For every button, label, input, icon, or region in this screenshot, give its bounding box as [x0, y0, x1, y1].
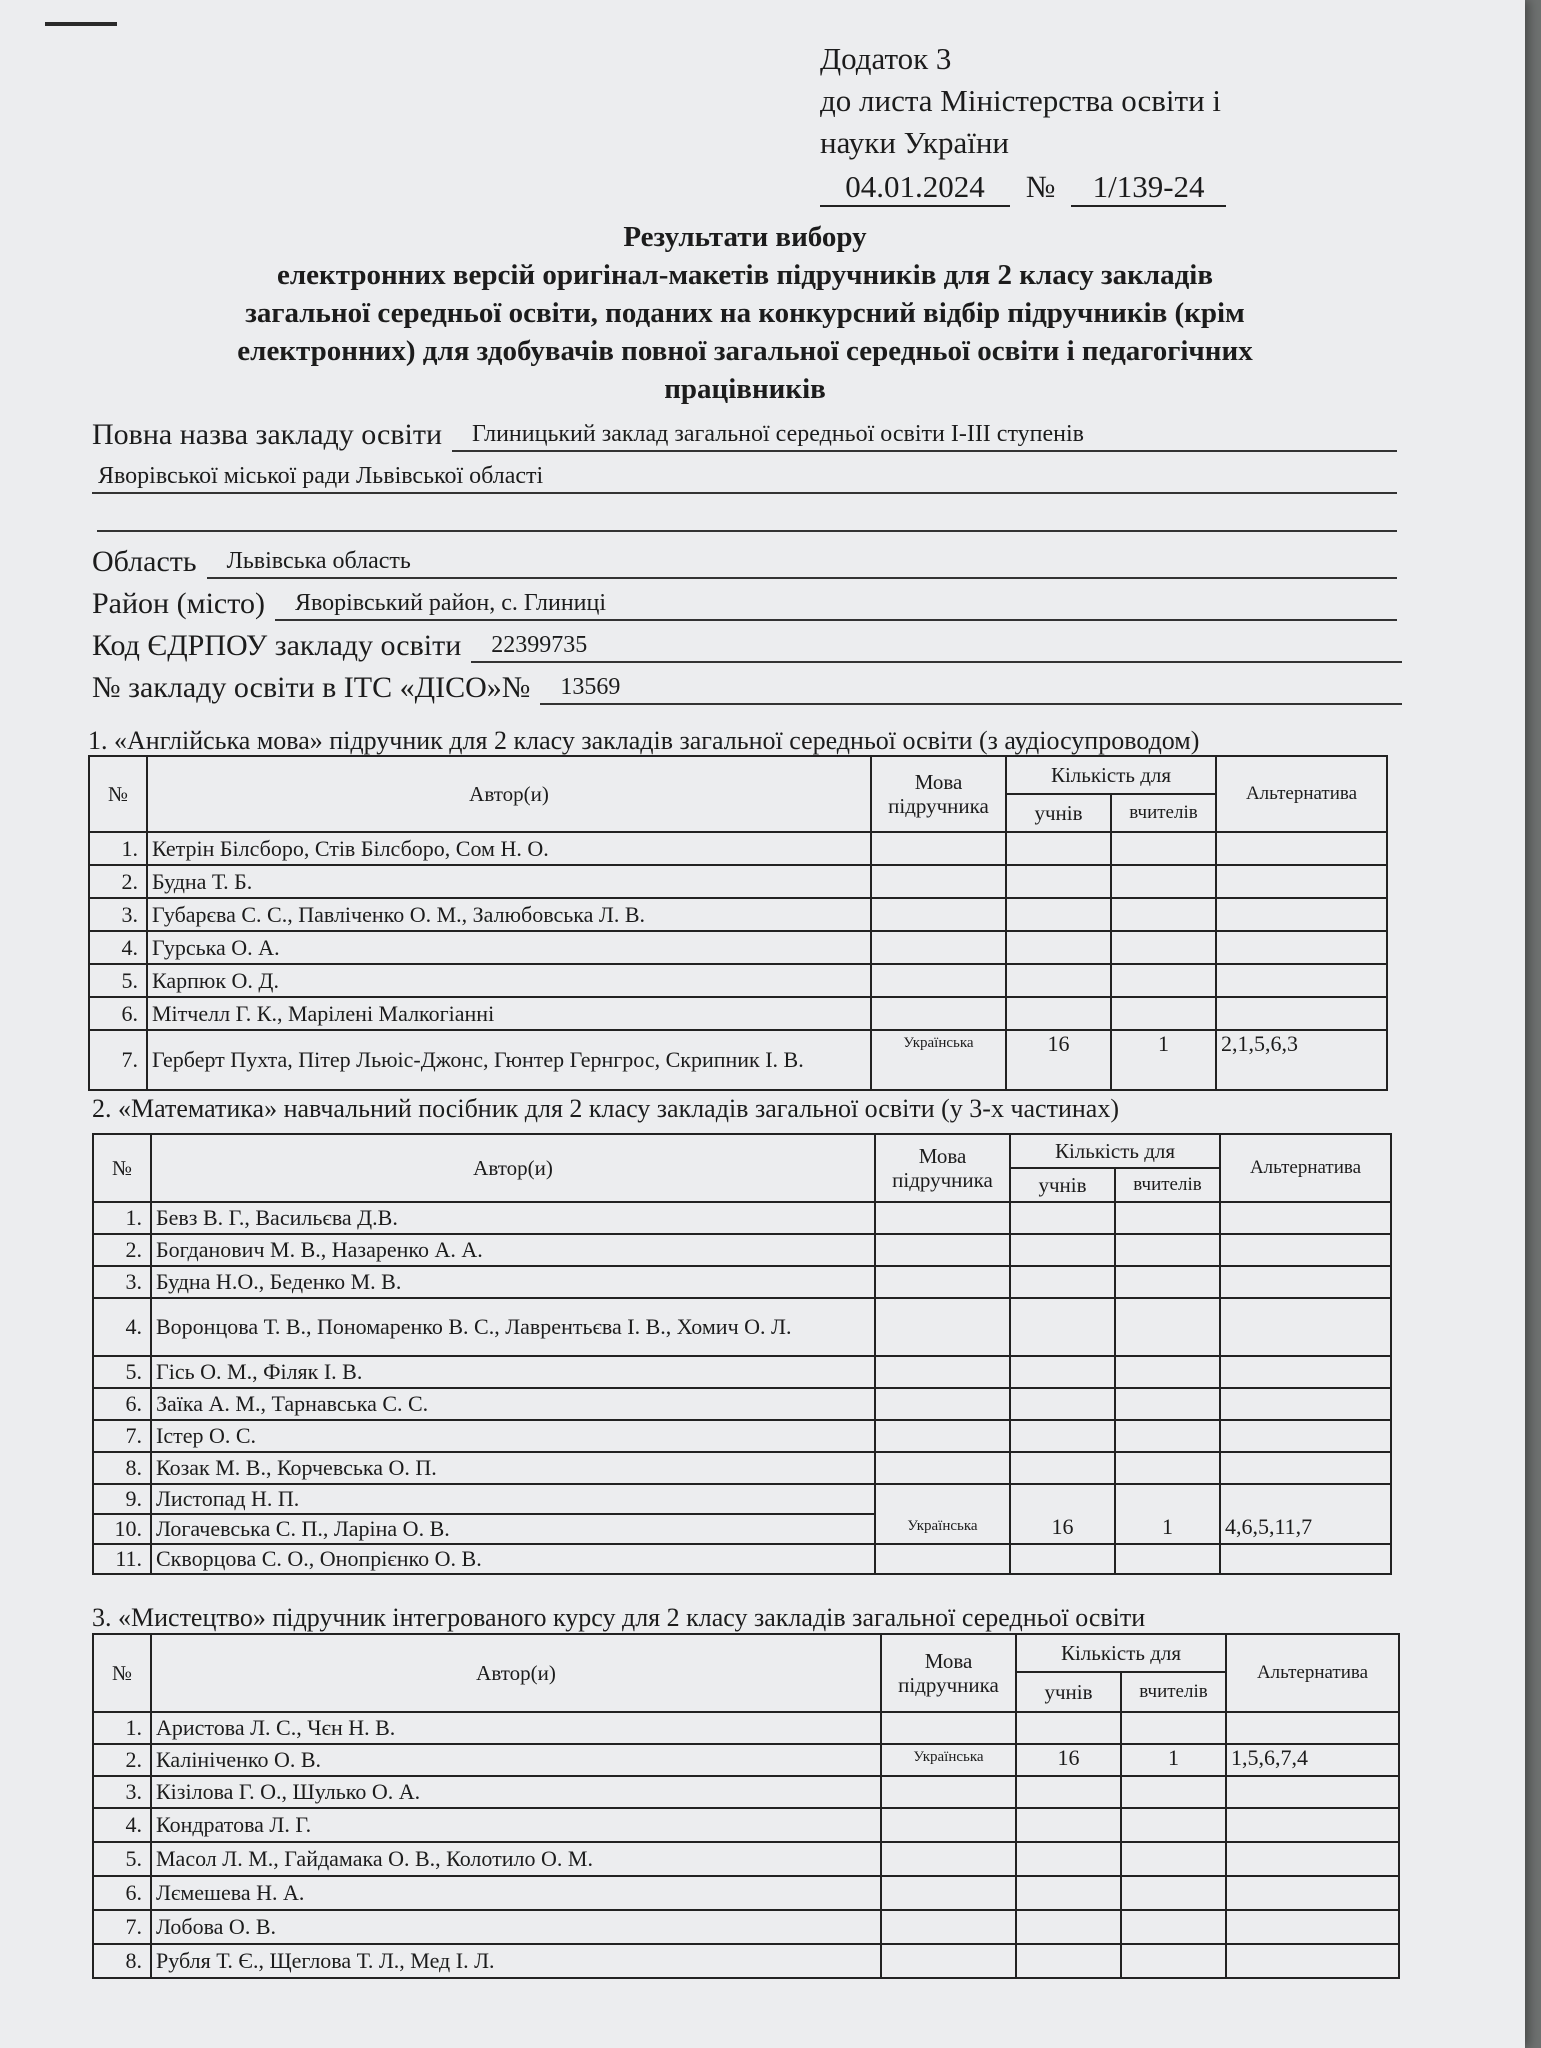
- row-language: [871, 898, 1006, 931]
- row-author: Лобова О. В.: [151, 1910, 881, 1944]
- row-students: [1010, 1544, 1115, 1574]
- row-students: [1016, 1842, 1121, 1876]
- row-author: Козак М. В., Корчевська О. П.: [151, 1452, 875, 1484]
- section-3-title: 3. «Мистецтво» підручник інтегрованого курсу для 2 класу закладів загальної середньої освіти: [92, 1603, 1146, 1632]
- row-language: [875, 1484, 1010, 1514]
- row-teachers: [1115, 1266, 1220, 1298]
- row-language: Українська: [881, 1744, 1016, 1776]
- header-alternative: Альтернатива: [1226, 1634, 1399, 1712]
- row-language: [881, 1944, 1016, 1978]
- header-teachers: вчителів: [1121, 1672, 1226, 1712]
- annex-line-1: Додаток 3: [820, 41, 952, 76]
- row-teachers: 1: [1111, 1030, 1216, 1090]
- header-students: учнів: [1006, 794, 1111, 832]
- row-students: [1006, 832, 1111, 865]
- row-alternative: [1220, 1266, 1391, 1298]
- table-row: [93, 1910, 1399, 1944]
- school-name-value-2: Яворівської міської ради Львівської області: [92, 460, 1397, 494]
- row-author: Скворцова С. О., Онопрієнко О. В.: [151, 1544, 875, 1574]
- row-number: 2.: [93, 1744, 151, 1776]
- row-author: Аристова Л. С., Чєн Н. В.: [151, 1712, 881, 1744]
- header-num: №: [93, 1634, 151, 1712]
- row-number: 2.: [93, 1234, 151, 1266]
- row-language: [875, 1202, 1010, 1234]
- section-2-table: [92, 1133, 1392, 1575]
- row-teachers: [1115, 1356, 1220, 1388]
- school-name-label: Повна назва закладу освіти: [92, 418, 443, 451]
- row-teachers: [1111, 832, 1216, 865]
- row-students: [1016, 1712, 1121, 1744]
- row-students: 16: [1006, 1030, 1111, 1090]
- header-num: №: [93, 1134, 151, 1202]
- row-language: [881, 1910, 1016, 1944]
- row-students: [1006, 931, 1111, 964]
- header-authors: Автор(и): [151, 1134, 875, 1202]
- row-alternative: [1226, 1910, 1399, 1944]
- row-alternative: [1220, 1298, 1391, 1356]
- row-number: 6.: [89, 997, 147, 1030]
- row-author: Масол Л. М., Гайдамака О. В., Колотило О. М.: [151, 1842, 881, 1876]
- row-author: Будна Т. Б.: [147, 865, 871, 898]
- row-language: [875, 1298, 1010, 1356]
- region-value: Львівська область: [207, 545, 1397, 579]
- table-row: [89, 997, 1387, 1030]
- row-number: 3.: [89, 898, 147, 931]
- row-number: 8.: [93, 1452, 151, 1484]
- row-students: 16: [1010, 1514, 1115, 1544]
- row-number: 1.: [93, 1202, 151, 1234]
- row-language: [871, 865, 1006, 898]
- its-label: № закладу освіти в ІТС «ДІСО»№: [92, 671, 531, 704]
- table-row: [89, 1030, 1387, 1090]
- row-number: 6.: [93, 1388, 151, 1420]
- row-alternative: 1,5,6,7,4: [1226, 1744, 1399, 1776]
- district-field: [92, 587, 1397, 621]
- row-teachers: [1115, 1234, 1220, 1266]
- row-language: [875, 1388, 1010, 1420]
- row-alternative: [1220, 1356, 1391, 1388]
- header-teachers: вчителів: [1115, 1168, 1220, 1202]
- header-authors: Автор(и): [151, 1634, 881, 1712]
- row-alternative: 4,6,5,11,7: [1220, 1514, 1391, 1544]
- row-author: Губарєва С. С., Павліченко О. М., Залюбовська Л. В.: [147, 898, 871, 931]
- row-teachers: [1115, 1544, 1220, 1574]
- row-students: [1010, 1266, 1115, 1298]
- row-author: Листопад Н. П.: [151, 1484, 875, 1514]
- header-alternative: Альтернатива: [1216, 756, 1387, 832]
- row-students: [1010, 1452, 1115, 1484]
- district-value: Яворівський район, с. Глиниці: [275, 587, 1397, 621]
- row-alternative: [1216, 865, 1387, 898]
- row-language: [871, 931, 1006, 964]
- row-author: Богданович М. В., Назаренко А. А.: [151, 1234, 875, 1266]
- row-alternative: [1226, 1876, 1399, 1910]
- row-students: [1016, 1776, 1121, 1808]
- document-title: [90, 218, 1400, 408]
- row-alternative: [1226, 1712, 1399, 1744]
- row-number: 3.: [93, 1266, 151, 1298]
- row-teachers: [1121, 1776, 1226, 1808]
- its-value: 13569: [540, 671, 1402, 705]
- table-row: [93, 1298, 1391, 1356]
- row-teachers: [1121, 1944, 1226, 1978]
- row-author: Будна Н.О., Беденко М. В.: [151, 1266, 875, 1298]
- header-students: учнів: [1016, 1672, 1121, 1712]
- row-language: [875, 1544, 1010, 1574]
- row-alternative: [1216, 931, 1387, 964]
- row-author: Мітчелл Г. К., Марілені Малкогіанні: [147, 997, 871, 1030]
- table-row: [93, 1234, 1391, 1266]
- row-students: [1006, 997, 1111, 1030]
- row-students: [1010, 1356, 1115, 1388]
- row-number: 7.: [93, 1420, 151, 1452]
- edrpou-value: 22399735: [471, 629, 1402, 663]
- row-author: Логачевська С. П., Ларіна О. В.: [151, 1514, 875, 1544]
- row-language: [871, 997, 1006, 1030]
- row-language: [875, 1266, 1010, 1298]
- row-alternative: [1226, 1776, 1399, 1808]
- row-teachers: [1121, 1910, 1226, 1944]
- row-students: [1006, 865, 1111, 898]
- row-alternative: [1226, 1808, 1399, 1842]
- region-label: Область: [92, 545, 197, 578]
- row-students: [1010, 1484, 1115, 1514]
- row-alternative: [1226, 1944, 1399, 1978]
- table-row: [93, 1744, 1399, 1776]
- row-number: 4.: [93, 1808, 151, 1842]
- header-language: Мова підручника: [875, 1134, 1010, 1202]
- row-number: 5.: [93, 1842, 151, 1876]
- row-language: Українська: [871, 1030, 1006, 1090]
- row-students: [1016, 1876, 1121, 1910]
- title-line-1: Результати вибору: [623, 221, 867, 253]
- row-alternative: [1220, 1544, 1391, 1574]
- header-language: Мова підручника: [881, 1634, 1016, 1712]
- row-language: [875, 1356, 1010, 1388]
- row-number: 4.: [89, 931, 147, 964]
- header-count: Кількість для: [1010, 1134, 1220, 1168]
- row-teachers: 1: [1115, 1514, 1220, 1544]
- row-students: [1016, 1808, 1121, 1842]
- school-name-field-2: [92, 460, 1397, 494]
- row-author: Кондратова Л. Г.: [151, 1808, 881, 1842]
- row-teachers: [1121, 1876, 1226, 1910]
- row-language: [875, 1420, 1010, 1452]
- row-students: [1016, 1944, 1121, 1978]
- row-number: 1.: [93, 1712, 151, 1744]
- row-number: 1.: [89, 832, 147, 865]
- row-students: [1010, 1388, 1115, 1420]
- row-author: Гісь О. М., Філяк І. В.: [151, 1356, 875, 1388]
- row-teachers: [1115, 1388, 1220, 1420]
- row-teachers: [1115, 1452, 1220, 1484]
- row-students: [1010, 1202, 1115, 1234]
- annex-line-3: науки України: [820, 125, 1010, 160]
- table-row: [93, 1776, 1399, 1808]
- row-alternative: [1220, 1234, 1391, 1266]
- table-header-row: [93, 1634, 1399, 1672]
- row-author: Воронцова Т. В., Пономаренко В. С., Лаврентьєва І. В., Хомич О. Л.: [151, 1298, 875, 1356]
- row-teachers: [1111, 997, 1216, 1030]
- row-author: Істер О. С.: [151, 1420, 875, 1452]
- row-alternative: [1216, 997, 1387, 1030]
- row-author: Гурська О. А.: [147, 931, 871, 964]
- row-students: [1006, 898, 1111, 931]
- blank-line: [97, 530, 1397, 532]
- row-language: [881, 1876, 1016, 1910]
- table-row: [93, 1388, 1391, 1420]
- header-teachers: вчителів: [1111, 794, 1216, 832]
- row-author: Кетрін Білсборо, Стів Білсборо, Сом Н. О.: [147, 832, 871, 865]
- title-line-5: працівників: [664, 373, 826, 405]
- row-author: Рубля Т. Є., Щеглова Т. Л., Мед І. Л.: [151, 1944, 881, 1978]
- row-teachers: [1115, 1202, 1220, 1234]
- row-teachers: 1: [1121, 1744, 1226, 1776]
- table-row: [93, 1544, 1391, 1574]
- header-num: №: [89, 756, 147, 832]
- row-students: [1006, 964, 1111, 997]
- row-number: 3.: [93, 1776, 151, 1808]
- table-row: [93, 1808, 1399, 1842]
- annex-number: 1/139-24: [1071, 169, 1226, 207]
- table-header-row: [89, 756, 1387, 794]
- district-label: Район (місто): [92, 587, 265, 620]
- table-row: [93, 1420, 1391, 1452]
- row-language: [875, 1234, 1010, 1266]
- table-row: [89, 865, 1387, 898]
- row-alternative: [1226, 1842, 1399, 1876]
- row-students: [1016, 1910, 1121, 1944]
- table-row: [93, 1876, 1399, 1910]
- edrpou-label: Код ЄДРПОУ закладу освіти: [92, 629, 462, 662]
- row-number: 2.: [89, 865, 147, 898]
- row-teachers: [1115, 1420, 1220, 1452]
- annex-date: 04.01.2024: [820, 169, 1010, 207]
- row-number: 8.: [93, 1944, 151, 1978]
- row-alternative: [1216, 832, 1387, 865]
- edrpou-field: [92, 629, 1402, 663]
- row-teachers: [1111, 898, 1216, 931]
- header-count: Кількість для: [1016, 1634, 1226, 1672]
- table-row: [93, 1842, 1399, 1876]
- row-author: Лємешева Н. А.: [151, 1876, 881, 1910]
- annex-line-2: до листа Міністерства освіти і: [820, 83, 1222, 118]
- row-author: Заїка А. М., Тарнавська С. С.: [151, 1388, 875, 1420]
- row-language: [881, 1842, 1016, 1876]
- row-number: 11.: [93, 1544, 151, 1574]
- table-row: [93, 1712, 1399, 1744]
- table-row: [89, 832, 1387, 865]
- row-teachers: [1111, 931, 1216, 964]
- row-author: Бевз В. Г., Васильєва Д.В.: [151, 1202, 875, 1234]
- section-2-title: 2. «Математика» навчальний посібник для 2 класу закладів загальної освіти (у 3-х частинах): [92, 1094, 1119, 1123]
- row-number: 7.: [93, 1910, 151, 1944]
- row-students: [1010, 1420, 1115, 1452]
- table-row: [93, 1266, 1391, 1298]
- row-teachers: [1121, 1712, 1226, 1744]
- row-number: 5.: [93, 1356, 151, 1388]
- row-language: [871, 832, 1006, 865]
- row-alternative: [1220, 1484, 1391, 1514]
- row-language: [881, 1808, 1016, 1842]
- title-line-2: електронних версій оригінал-макетів підручників для 2 класу закладів: [277, 259, 1213, 291]
- row-teachers: [1121, 1808, 1226, 1842]
- row-author: Калініченко О. В.: [151, 1744, 881, 1776]
- annex-block: [820, 38, 1226, 208]
- row-language: [881, 1712, 1016, 1744]
- region-field: [92, 545, 1397, 579]
- table-row: [93, 1356, 1391, 1388]
- row-teachers: [1115, 1484, 1220, 1514]
- row-alternative: [1220, 1202, 1391, 1234]
- annex-number-sign: №: [1025, 169, 1056, 204]
- section-1-table: [88, 755, 1388, 1091]
- table-row: [93, 1202, 1391, 1234]
- title-line-3: загальної середньої освіти, поданих на конкурсний відбір підручників (крім: [245, 297, 1245, 329]
- row-author: Карпюк О. Д.: [147, 964, 871, 997]
- table-row: [89, 898, 1387, 931]
- row-alternative: [1220, 1420, 1391, 1452]
- row-number: 5.: [89, 964, 147, 997]
- row-teachers: [1115, 1298, 1220, 1356]
- row-alternative: [1220, 1388, 1391, 1420]
- row-language: [881, 1776, 1016, 1808]
- header-language: Мова підручника: [871, 756, 1006, 832]
- table-row: [93, 1944, 1399, 1978]
- row-language: [871, 964, 1006, 997]
- row-author: Кізілова Г. О., Шулько О. А.: [151, 1776, 881, 1808]
- row-alternative: [1216, 964, 1387, 997]
- section-1-title: 1. «Англійська мова» підручник для 2 класу закладів загальної середньої освіти (з аудіосупроводом): [88, 726, 1200, 755]
- row-teachers: [1121, 1842, 1226, 1876]
- row-teachers: [1111, 964, 1216, 997]
- school-name-value-1: Глиницький заклад загальної середньої освіти І-ІІІ ступенів: [452, 418, 1397, 452]
- its-field: [92, 671, 1402, 705]
- row-number: 9.: [93, 1484, 151, 1514]
- table-row: [89, 931, 1387, 964]
- table-row: [89, 964, 1387, 997]
- row-alternative: [1216, 898, 1387, 931]
- header-count: Кількість для: [1006, 756, 1216, 794]
- row-number: 7.: [89, 1030, 147, 1090]
- table-header-row: [93, 1134, 1391, 1168]
- header-authors: Автор(и): [147, 756, 871, 832]
- corner-mark: [45, 22, 117, 26]
- row-number: 10.: [93, 1514, 151, 1544]
- row-students: [1010, 1234, 1115, 1266]
- section-3-table: [92, 1633, 1400, 1979]
- table-row: [93, 1484, 1391, 1514]
- row-language: [875, 1452, 1010, 1484]
- row-number: 4.: [93, 1298, 151, 1356]
- row-author: Герберт Пухта, Пітер Льюіс-Джонс, Гюнтер Гернгрос, Скрипник І. В.: [147, 1030, 871, 1090]
- table-row: [93, 1452, 1391, 1484]
- row-alternative: 2,1,5,6,3: [1216, 1030, 1387, 1090]
- row-teachers: [1111, 865, 1216, 898]
- school-name-field: [92, 418, 1397, 452]
- row-alternative: [1220, 1452, 1391, 1484]
- annex-reference: [820, 166, 1226, 208]
- row-language: Українська: [875, 1514, 1010, 1544]
- row-number: 6.: [93, 1876, 151, 1910]
- title-line-4: електронних) для здобувачів повної загальної середньої освіти і педагогічних: [237, 335, 1253, 367]
- row-students: [1010, 1298, 1115, 1356]
- row-students: 16: [1016, 1744, 1121, 1776]
- header-alternative: Альтернатива: [1220, 1134, 1391, 1202]
- header-students: учнів: [1010, 1168, 1115, 1202]
- table-row: [93, 1514, 1391, 1544]
